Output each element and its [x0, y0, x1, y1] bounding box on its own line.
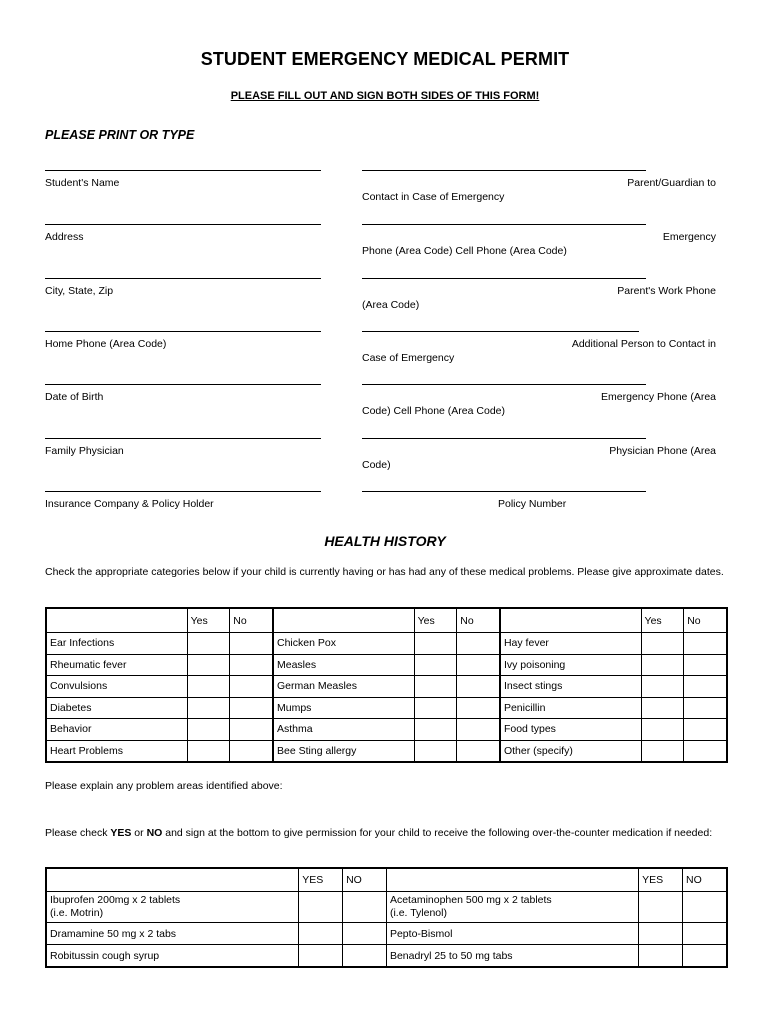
- no-header: No: [684, 608, 727, 633]
- work-phone-label: [362, 285, 716, 312]
- medication-header-cell: [46, 868, 299, 892]
- no-header: No: [230, 608, 273, 633]
- yes-header: Yes: [414, 608, 457, 633]
- table-row: [46, 719, 727, 741]
- medication-instruction-pre: Please check: [45, 827, 111, 839]
- yes-checkbox-cell[interactable]: [299, 923, 343, 945]
- additional-contact-label-right: Additional Person to Contact in: [571, 338, 716, 350]
- date-of-birth-field[interactable]: [45, 384, 321, 405]
- emergency-phone-2-label: [362, 391, 716, 418]
- table-row: [46, 740, 727, 762]
- condition-header-cell: [500, 608, 641, 633]
- health-history-title: HEALTH HISTORY: [324, 533, 446, 549]
- yes-checkbox-cell[interactable]: [639, 923, 683, 945]
- condition-label: Hay fever: [500, 633, 641, 655]
- condition-label: Behavior: [46, 719, 187, 741]
- physician-phone-label: [362, 445, 716, 472]
- emergency-phone-label-left: Phone (Area Code) Cell Phone (Area Code): [362, 244, 567, 257]
- emergency-phone-2-line[interactable]: [362, 384, 646, 385]
- date-of-birth-line[interactable]: [45, 384, 321, 385]
- parent-contact-label: [362, 177, 716, 204]
- condition-label: Measles: [274, 654, 415, 676]
- yes-checkbox-cell[interactable]: [414, 676, 457, 698]
- health-history-instruction: Check the appropriate categories below if your child is currently having or has had any of these medical problems. Please give approximate dates.: [45, 566, 724, 578]
- yes-checkbox-cell[interactable]: [414, 740, 457, 762]
- no-checkbox-cell[interactable]: [684, 633, 727, 655]
- explain-prompt: Please explain any problem areas identified above:: [45, 780, 283, 792]
- medication-name-line: Pepto-Bismol: [389, 927, 453, 940]
- medication-instruction-post: and sign at the bottom to give permission for your child to receive the following over-the-counter medication if needed:: [162, 827, 713, 839]
- condition-label: Asthma: [274, 719, 415, 741]
- health-history-table: [45, 607, 728, 763]
- form-title: STUDENT EMERGENCY MEDICAL PERMIT: [200, 49, 570, 69]
- condition-label: Chicken Pox: [274, 633, 415, 655]
- medication-header-row: [46, 868, 727, 892]
- emergency-phone-field[interactable]: [362, 224, 716, 258]
- yes-checkbox-cell[interactable]: [414, 654, 457, 676]
- yes-checkbox-cell[interactable]: [414, 697, 457, 719]
- no-checkbox-cell[interactable]: [457, 654, 500, 676]
- yes-checkbox-cell[interactable]: [299, 892, 343, 923]
- medication-header-cell: [386, 868, 638, 892]
- insurance-field[interactable]: [45, 491, 321, 512]
- no-checkbox-cell[interactable]: [230, 719, 273, 741]
- physician-phone-label-left: Code): [362, 458, 391, 471]
- condition-label: German Measles: [274, 676, 415, 698]
- medication-note-line: (i.e. Motrin): [50, 907, 104, 919]
- home-phone-field[interactable]: [45, 331, 321, 352]
- student-name-line[interactable]: [45, 170, 321, 171]
- emergency-phone-line[interactable]: [362, 224, 646, 225]
- condition-label: Mumps: [274, 697, 415, 719]
- no-checkbox-cell[interactable]: [343, 923, 387, 945]
- medication-name: [386, 923, 638, 945]
- medication-name-line: Acetaminophen 500 mg x 2 tablets: [389, 894, 552, 906]
- no-checkbox-cell[interactable]: [230, 633, 273, 655]
- no-checkbox-cell[interactable]: [343, 892, 387, 923]
- table-row: [46, 945, 727, 968]
- medication-name-line: Ibuprofen 200mg x 2 tablets: [50, 894, 181, 906]
- table-row: [46, 654, 727, 676]
- no-checkbox-cell[interactable]: [684, 654, 727, 676]
- additional-contact-line[interactable]: [362, 331, 639, 332]
- emergency-phone-label-right: Emergency: [662, 231, 716, 243]
- no-checkbox-cell[interactable]: [457, 633, 500, 655]
- no-checkbox-cell[interactable]: [343, 945, 387, 968]
- condition-label: Ivy poisoning: [500, 654, 641, 676]
- yes-checkbox-cell[interactable]: [639, 892, 683, 923]
- medication-name-line: Benadryl 25 to 50 mg tabs: [389, 949, 513, 962]
- health-history-header-row: [46, 608, 727, 633]
- additional-contact-field[interactable]: [362, 331, 716, 365]
- condition-label: Ear Infections: [46, 633, 187, 655]
- student-name-label: Student's Name: [45, 177, 120, 189]
- work-phone-label-right: Parent's Work Phone: [617, 285, 716, 297]
- no-checkbox-cell[interactable]: [683, 945, 727, 968]
- no-checkbox-cell[interactable]: [684, 676, 727, 698]
- yes-header: Yes: [641, 608, 684, 633]
- parent-contact-line[interactable]: [362, 170, 646, 171]
- table-row: [46, 697, 727, 719]
- no-checkbox-cell[interactable]: [457, 697, 500, 719]
- condition-label: Insect stings: [500, 676, 641, 698]
- medication-instruction-no: NO: [146, 827, 163, 839]
- work-phone-field[interactable]: [362, 278, 716, 312]
- no-header: NO: [343, 868, 387, 892]
- yes-checkbox-cell[interactable]: [187, 697, 230, 719]
- yes-header: YES: [299, 868, 343, 892]
- yes-checkbox-cell[interactable]: [641, 740, 684, 762]
- yes-checkbox-cell[interactable]: [187, 719, 230, 741]
- home-phone-label: Home Phone (Area Code): [45, 338, 167, 350]
- physician-phone-line[interactable]: [362, 438, 646, 439]
- condition-header-cell: [274, 608, 415, 633]
- condition-label: Diabetes: [46, 697, 187, 719]
- home-phone-line[interactable]: [45, 331, 321, 332]
- address-field[interactable]: [45, 224, 321, 245]
- medication-instruction-or: or: [131, 827, 147, 839]
- yes-checkbox-cell[interactable]: [187, 740, 230, 762]
- parent-contact-label-left: Contact in Case of Emergency: [362, 190, 505, 203]
- no-checkbox-cell[interactable]: [684, 697, 727, 719]
- emergency-phone-label: [362, 231, 716, 258]
- insurance-line[interactable]: [45, 491, 321, 492]
- no-checkbox-cell[interactable]: [683, 923, 727, 945]
- condition-label: Food types: [500, 719, 641, 741]
- address-label: Address: [45, 231, 84, 243]
- insurance-label: Insurance Company & Policy Holder: [45, 498, 214, 510]
- yes-checkbox-cell[interactable]: [187, 633, 230, 655]
- no-checkbox-cell[interactable]: [684, 740, 727, 762]
- medication-name: [46, 945, 299, 968]
- no-checkbox-cell[interactable]: [230, 654, 273, 676]
- condition-label: Heart Problems: [46, 740, 187, 762]
- no-checkbox-cell[interactable]: [230, 697, 273, 719]
- yes-checkbox-cell[interactable]: [414, 719, 457, 741]
- policy-number-label: Policy Number: [498, 498, 567, 510]
- parent-contact-label-right: Parent/Guardian to: [627, 177, 716, 189]
- no-checkbox-cell[interactable]: [457, 740, 500, 762]
- medication-instruction: [45, 827, 724, 841]
- no-checkbox-cell[interactable]: [684, 719, 727, 741]
- medication-note-line: (i.e. Tylenol): [389, 907, 447, 919]
- additional-contact-label: [362, 338, 716, 365]
- medication-instruction-yes: YES: [110, 827, 132, 839]
- print-instruction: PLEASE PRINT OR TYPE: [45, 128, 195, 142]
- emergency-phone-2-field[interactable]: [362, 384, 716, 418]
- emergency-phone-2-label-right: Emergency Phone (Area: [601, 391, 716, 403]
- no-checkbox-cell[interactable]: [683, 892, 727, 923]
- table-row: [46, 923, 727, 945]
- work-phone-label-left: (Area Code): [362, 298, 420, 311]
- medication-table: [45, 867, 728, 968]
- date-of-birth-label: Date of Birth: [45, 391, 104, 403]
- yes-checkbox-cell[interactable]: [187, 676, 230, 698]
- yes-header: YES: [639, 868, 683, 892]
- yes-checkbox-cell[interactable]: [641, 697, 684, 719]
- yes-checkbox-cell[interactable]: [641, 633, 684, 655]
- parent-contact-field[interactable]: [362, 170, 716, 204]
- no-checkbox-cell[interactable]: [457, 676, 500, 698]
- city-state-zip-line[interactable]: [45, 278, 321, 279]
- medication-name-line: Robitussin cough syrup: [50, 949, 160, 962]
- table-row: [46, 676, 727, 698]
- emergency-phone-2-label-left: Code) Cell Phone (Area Code): [362, 404, 505, 417]
- medication-name: [46, 923, 299, 945]
- form-subtitle: PLEASE FILL OUT AND SIGN BOTH SIDES OF THIS FORM!: [230, 90, 540, 102]
- no-header: No: [457, 608, 500, 633]
- medication-name: [386, 892, 638, 923]
- policy-number-field[interactable]: [362, 491, 716, 512]
- no-checkbox-cell[interactable]: [230, 740, 273, 762]
- work-phone-line[interactable]: [362, 278, 646, 279]
- additional-contact-label-left: Case of Emergency: [362, 351, 455, 364]
- condition-label: Rheumatic fever: [46, 654, 187, 676]
- yes-checkbox-cell[interactable]: [299, 945, 343, 968]
- city-state-zip-field[interactable]: [45, 278, 321, 299]
- physician-phone-field[interactable]: [362, 438, 716, 472]
- medication-name: [386, 945, 638, 968]
- yes-checkbox-cell[interactable]: [187, 654, 230, 676]
- condition-label: Convulsions: [46, 676, 187, 698]
- physician-phone-label-right: Physician Phone (Area: [609, 445, 716, 457]
- yes-checkbox-cell[interactable]: [414, 633, 457, 655]
- no-header: NO: [683, 868, 727, 892]
- no-checkbox-cell[interactable]: [230, 676, 273, 698]
- family-physician-label: Family Physician: [45, 445, 124, 457]
- yes-checkbox-cell[interactable]: [641, 676, 684, 698]
- table-row: [46, 633, 727, 655]
- condition-label: Penicillin: [500, 697, 641, 719]
- yes-checkbox-cell[interactable]: [639, 945, 683, 968]
- condition-label: Other (specify): [500, 740, 641, 762]
- condition-label: Bee Sting allergy: [274, 740, 415, 762]
- condition-header-cell: [46, 608, 187, 633]
- yes-checkbox-cell[interactable]: [641, 654, 684, 676]
- address-line[interactable]: [45, 224, 321, 225]
- yes-checkbox-cell[interactable]: [641, 719, 684, 741]
- medication-name-line: Dramamine 50 mg x 2 tabs: [50, 927, 177, 940]
- medication-name: [46, 892, 299, 923]
- policy-number-line[interactable]: [362, 491, 646, 492]
- student-name-field[interactable]: [45, 170, 321, 191]
- family-physician-field[interactable]: [45, 438, 321, 459]
- yes-header: Yes: [187, 608, 230, 633]
- table-row: [46, 892, 727, 923]
- family-physician-line[interactable]: [45, 438, 321, 439]
- no-checkbox-cell[interactable]: [457, 719, 500, 741]
- city-state-zip-label: City, State, Zip: [45, 285, 114, 297]
